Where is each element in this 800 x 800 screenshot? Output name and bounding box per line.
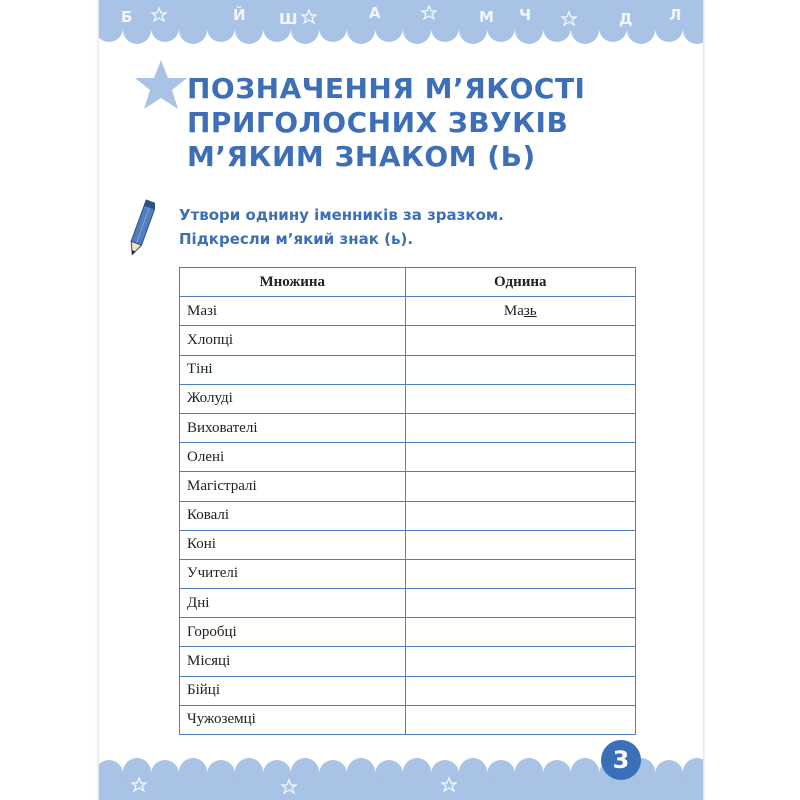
singular-answer-cell[interactable] xyxy=(405,559,635,588)
plural-cell: Тіні xyxy=(180,355,406,384)
singular-answer-cell[interactable] xyxy=(405,501,635,530)
table-row xyxy=(180,501,636,530)
table-row xyxy=(180,530,636,559)
table-header-row xyxy=(180,268,636,297)
singular-answer-cell[interactable] xyxy=(405,413,635,442)
instruction-line: Утвори однину іменників за зразком. xyxy=(179,206,504,224)
singular-answer-cell[interactable] xyxy=(405,443,635,472)
table-row xyxy=(180,589,636,618)
plural-cell: Хлопці xyxy=(180,326,406,355)
title-line: ПОЗНАЧЕННЯ М’ЯКОСТІ xyxy=(187,72,586,105)
table-row xyxy=(180,559,636,588)
band-letter: А xyxy=(369,4,381,22)
column-header-singular: Однина xyxy=(405,268,635,297)
singular-answer-cell[interactable] xyxy=(405,355,635,384)
table-row xyxy=(180,384,636,413)
plural-cell: Магістралі xyxy=(180,472,406,501)
table-row xyxy=(180,647,636,676)
table-row xyxy=(180,326,636,355)
example-stem: Ма xyxy=(503,302,524,319)
instruction-line: Підкресли м’який знак (ь). xyxy=(179,230,414,248)
plural-cell: Дні xyxy=(180,589,406,618)
singular-answer-cell[interactable] xyxy=(405,326,635,355)
band-letter: Л xyxy=(669,6,682,24)
table-row xyxy=(180,355,636,384)
singular-answer-cell[interactable] xyxy=(405,530,635,559)
plural-cell: Мазі xyxy=(180,297,406,326)
plural-cell: Коні xyxy=(180,530,406,559)
star-icon xyxy=(131,56,191,116)
band-letter: Й xyxy=(233,6,246,24)
title-line: ПРИГОЛОСНИХ ЗВУКІВ xyxy=(187,106,569,139)
example-underlined-soft-sign: зь xyxy=(523,302,537,319)
nouns-table xyxy=(179,267,636,735)
plural-cell: Чужоземці xyxy=(180,705,406,734)
table-row xyxy=(180,705,636,734)
band-letter: Б xyxy=(121,8,133,26)
band-letter: М xyxy=(479,8,494,26)
plural-cell: Вихователі xyxy=(180,413,406,442)
band-letter: Д xyxy=(619,10,633,28)
workbook-page xyxy=(99,0,703,800)
band-letter: Ш xyxy=(279,10,298,28)
singular-answer-cell[interactable] xyxy=(405,472,635,501)
page-number-badge: 3 xyxy=(601,740,641,780)
singular-answer-cell[interactable] xyxy=(405,384,635,413)
singular-answer-cell[interactable] xyxy=(405,647,635,676)
plural-cell: Горобці xyxy=(180,618,406,647)
table-row-example xyxy=(180,297,636,326)
plural-cell: Бійці xyxy=(180,676,406,705)
singular-example-cell xyxy=(405,297,635,326)
singular-answer-cell[interactable] xyxy=(405,618,635,647)
table-row xyxy=(180,676,636,705)
singular-answer-cell[interactable] xyxy=(405,705,635,734)
task-instruction xyxy=(179,203,504,251)
table-row xyxy=(180,413,636,442)
pencil-icon xyxy=(127,196,155,262)
band-letter: Ч xyxy=(519,6,532,24)
table-row xyxy=(180,443,636,472)
table-row xyxy=(180,472,636,501)
title-line: М’ЯКИМ ЗНАКОМ (Ь) xyxy=(187,140,536,173)
table-row xyxy=(180,618,636,647)
plural-cell: Ковалі xyxy=(180,501,406,530)
plural-cell: Олені xyxy=(180,443,406,472)
plural-cell: Місяці xyxy=(180,647,406,676)
plural-cell: Учителі xyxy=(180,559,406,588)
page-title xyxy=(187,72,687,174)
plural-cell: Жолуді xyxy=(180,384,406,413)
singular-answer-cell[interactable] xyxy=(405,676,635,705)
singular-answer-cell[interactable] xyxy=(405,589,635,618)
column-header-plural: Множина xyxy=(180,268,406,297)
top-decorative-band xyxy=(99,0,703,46)
